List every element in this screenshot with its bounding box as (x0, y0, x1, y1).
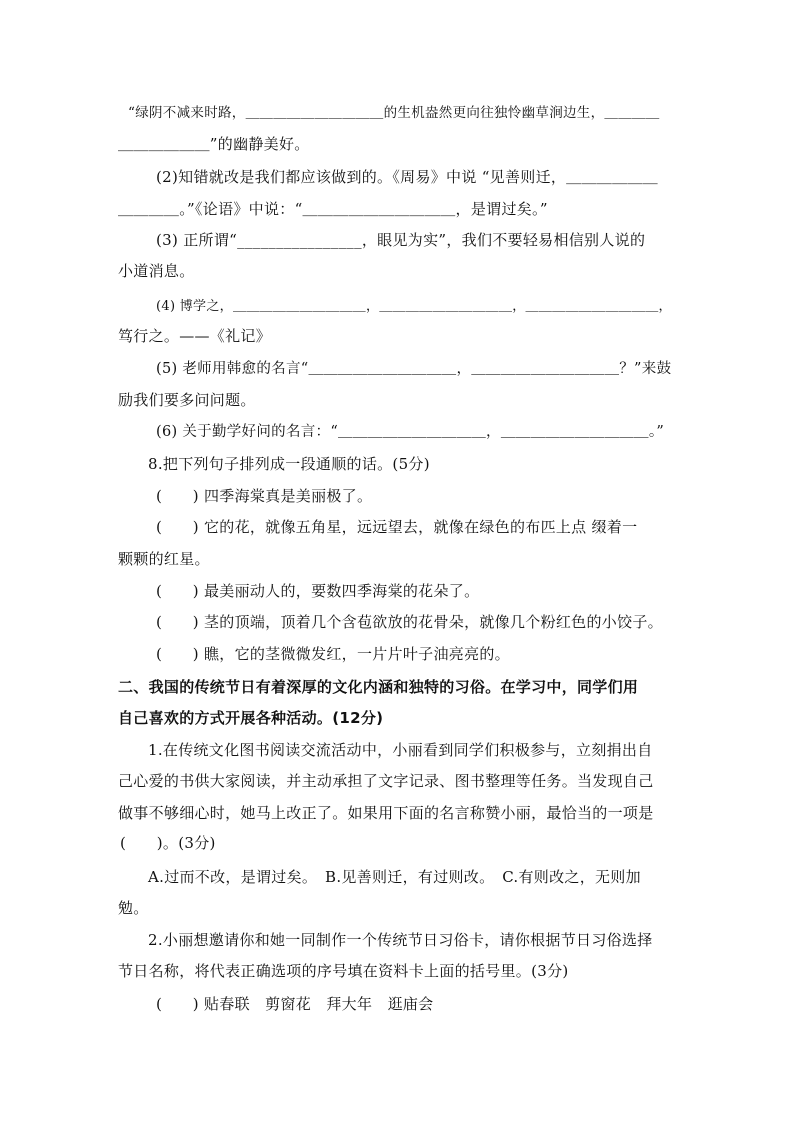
text-line: ( ) 瞧，它的茎微微发红，一片片叶子油亮亮的。 (156, 645, 510, 663)
text-line: 勉。 (118, 899, 149, 917)
text-line: (3) 正所谓“________________，眼见为实”，我们不要轻易相信别人说的 (156, 231, 646, 249)
text-line: 节日名称，将代表正确选项的序号填在资料卡上面的括号里。(3分) (118, 962, 569, 980)
text-line: ( ) 它的花，就像五角星，远远望去，就像在绿色的布匹上点 缀着一 (156, 518, 638, 536)
section-heading: 二、我国的传统节日有着深厚的文化内涵和独特的习俗。在学习中，同学们用 (118, 678, 639, 696)
text-line: ＿＿＿＿。”《论语》中说：“＿＿＿＿＿＿＿＿＿＿，是谓过矣。” (118, 200, 548, 218)
text-line: 小道消息。 (118, 262, 195, 280)
text-line: 做事不够细心时，她马上改正了。如果用下面的名言称赞小丽，最恰当的一项是 (118, 804, 654, 822)
text-line: 笃行之。——《礼记》 (118, 327, 272, 345)
text-line: “绿阴不减来时路，＿＿＿＿＿＿＿＿＿＿的生机盎然更向往独怜幽草涧边生，＿＿＿＿ (128, 105, 660, 121)
text-line: 1.在传统文化图书阅读交流活动中，小丽看到同学们积极参与，立刻捐出自 (148, 741, 653, 759)
text-line: 2.小丽想邀请你和她一同制作一个传统节日习俗卡，请你根据节日习俗选择 (148, 931, 653, 949)
section-heading: 自己喜欢的方式开展各种活动。(12分) (118, 709, 384, 727)
text-line: ( ) 茎的顶端，顶着几个含苞欲放的花骨朵，就像几个粉红色的小饺子。 (156, 613, 663, 631)
text-line: ＿＿＿＿＿＿”的幽静美好。 (118, 135, 310, 153)
text-line: (2)知错就改是我们都应该做到的。《周易》中说 “见善则迁，＿＿＿＿＿＿ (156, 168, 658, 186)
text-line: 己心爱的书供大家阅读，并主动承担了文字记录、图书整理等任务。当发现自己 (118, 772, 654, 790)
text-line: ( ) 贴春联 剪窗花 拜大年 逛庙会 (156, 995, 434, 1013)
question-heading: 8.把下列句子排列成一段通顺的话。(5分) (148, 455, 430, 473)
text-line: ( ) 最美丽动人的，要数四季海棠的花朵了。 (156, 582, 480, 600)
text-line: 励我们要多问问题。 (118, 391, 256, 409)
options-line: A.过而不改，是谓过矣。 B.见善则迁，有过则改。 C.有则改之，无则加 (148, 868, 641, 886)
text-line: (6) 关于勤学好问的名言：“＿＿＿＿＿＿＿＿＿＿，＿＿＿＿＿＿＿＿＿＿。” (156, 424, 665, 440)
text-line: (5) 老师用韩愈的名言“＿＿＿＿＿＿＿＿＿＿，＿＿＿＿＿＿＿＿＿＿？”来鼓 (156, 361, 672, 377)
text-line: 颗颗的红星。 (118, 550, 210, 568)
text-line: ( ) 四季海棠真是美丽极了。 (156, 487, 373, 505)
text-line: (4) 博学之，＿＿＿＿＿＿＿＿＿＿，＿＿＿＿＿＿＿＿＿＿，＿＿＿＿＿＿＿＿＿＿， (156, 299, 672, 314)
text-line: ( )。(3分) (120, 834, 216, 852)
